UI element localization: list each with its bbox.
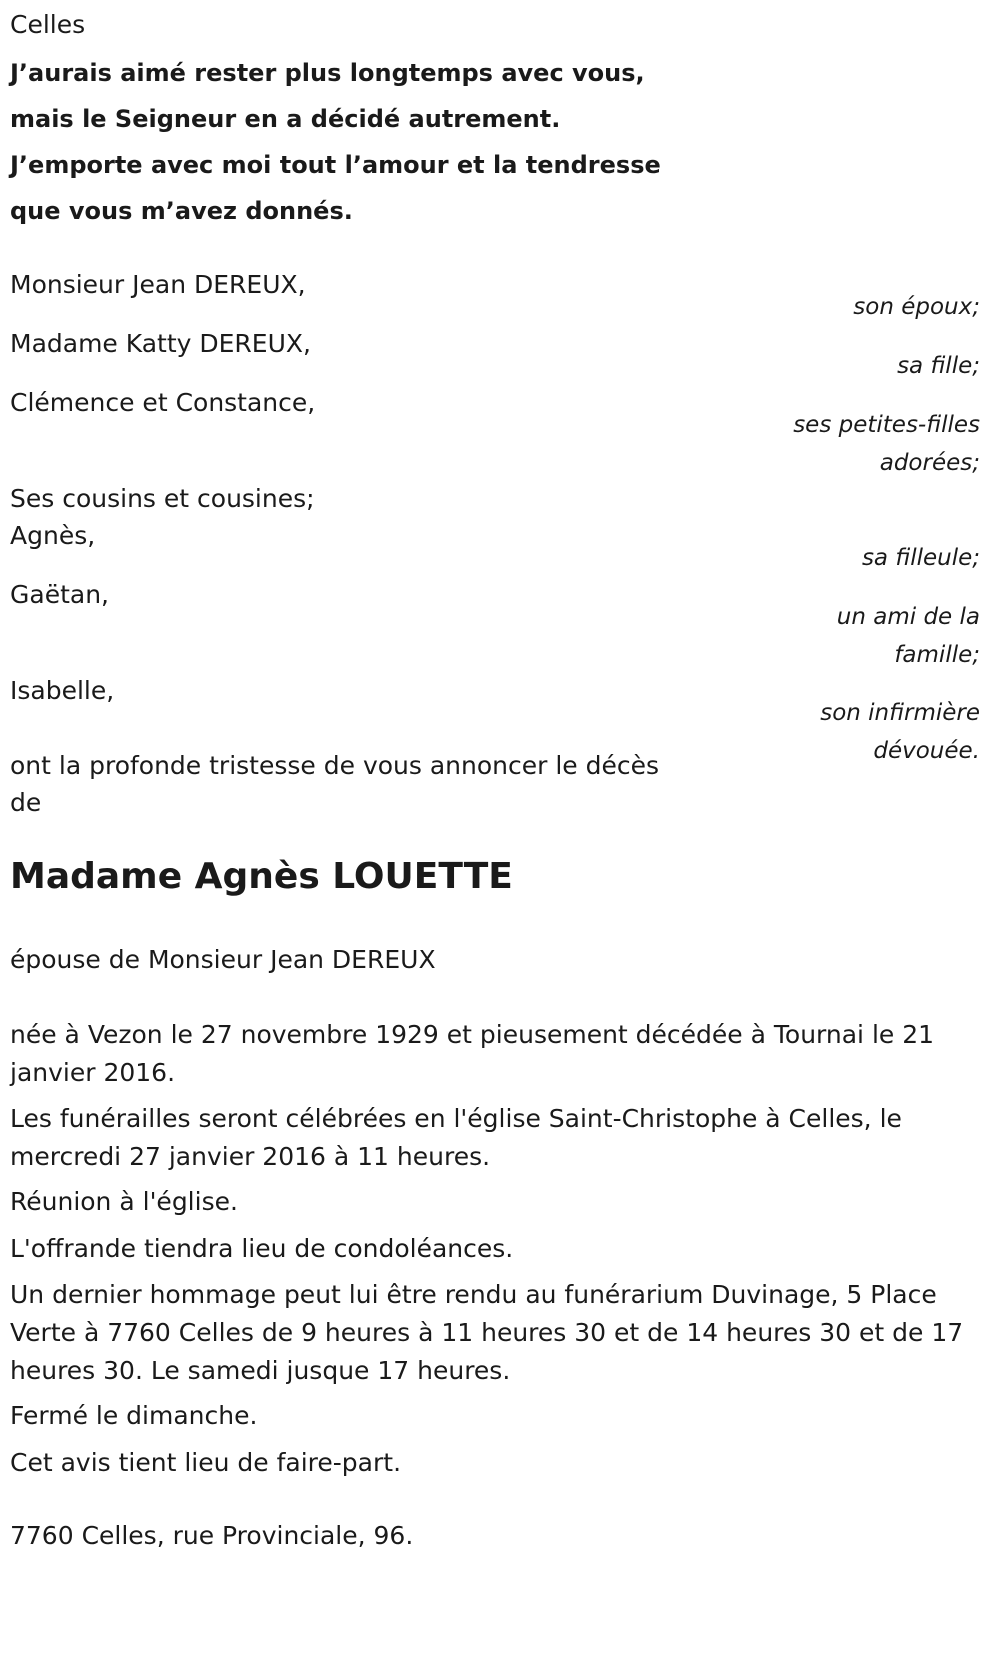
family-member-relation: un ami de la famille;: [836, 604, 980, 668]
family-member-relation: son infirmière dévouée.: [820, 700, 980, 764]
family-member-name: Isabelle,: [10, 676, 115, 705]
closed-details: Fermé le dimanche.: [10, 1401, 258, 1430]
offering-details: L'offrande tiendra lieu de condoléances.: [10, 1234, 514, 1263]
family-member-relation: sa fille;: [897, 353, 980, 379]
epitaph-line: mais le Seigneur en a décidé autrement.: [10, 105, 561, 133]
epitaph-line: que vous m’avez donnés.: [10, 197, 353, 225]
announcement-line: de: [10, 788, 42, 817]
family-member-relation: ses petites-filles adorées;: [793, 412, 980, 476]
epitaph-line: J’emporte avec moi tout l’amour et la tendresse: [10, 151, 661, 179]
announcement-line: ont la profonde tristesse de vous annoncer le décès: [10, 751, 660, 780]
family-member-relation: son époux;: [853, 294, 980, 320]
family-member-name: Madame Katty DEREUX,: [10, 329, 311, 358]
family-member-name: Gaëtan,: [10, 580, 109, 609]
family-member-name: Agnès,: [10, 521, 96, 550]
family-member-name: Clémence et Constance,: [10, 388, 316, 417]
deceased-name: Madame Agnès LOUETTE: [10, 856, 513, 897]
tribute-details: Un dernier hommage peut lui être rendu au funérarium Duvinage, 5 Place Verte à 7760 Celles de 9 heures à 11 heures 30 et de 14 heures 30 et de 17 heures 30. Le samedi jusque 17 heures.: [10, 1280, 964, 1385]
spouse-line: épouse de Monsieur Jean DEREUX: [10, 945, 436, 974]
family-member-relation: sa filleule;: [861, 545, 980, 571]
birth-death-details: née à Vezon le 27 novembre 1929 et pieusement décédée à Tournai le 21 janvier 2016.: [10, 1020, 935, 1087]
family-group-label: Ses cousins et cousines;: [10, 484, 315, 513]
address: 7760 Celles, rue Provinciale, 96.: [10, 1521, 414, 1550]
epitaph-line: J’aurais aimé rester plus longtemps avec vous,: [10, 59, 645, 87]
funeral-details: Les funérailles seront célébrées en l'église Saint-Christophe à Celles, le mercredi 27 janvier 2016 à 11 heures.: [10, 1104, 902, 1171]
family-member-name: Monsieur Jean DEREUX,: [10, 270, 306, 299]
obituary-page: [10, 0, 990, 1678]
notice-details: Cet avis tient lieu de faire-part.: [10, 1448, 402, 1477]
meeting-details: Réunion à l'église.: [10, 1187, 238, 1216]
place-header: Celles: [10, 10, 86, 39]
